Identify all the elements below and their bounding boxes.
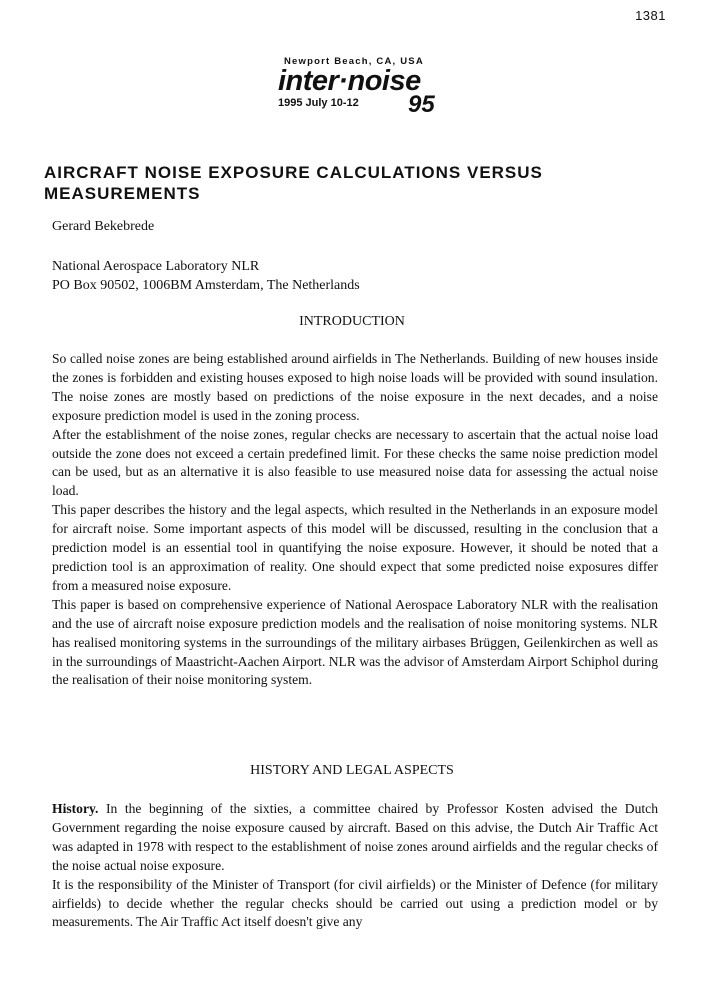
introduction-paragraph: This paper describes the history and the legal aspects, which resulted in the Netherlands in an exposure model for aircraft noise. Some important aspects of this model will be discussed, resulting in the conclusion that a prediction model is an essential tool in quantifying the noise exposure. However, it should be noted that a prediction tool is an approximation of reality. One should expect that some predicted noise exposures differ from a measured noise exposure. — [52, 502, 658, 593]
section-heading-introduction: INTRODUCTION — [299, 314, 405, 329]
affiliation-line-1: National Aerospace Laboratory NLR — [52, 259, 260, 274]
section-heading-history: HISTORY AND LEGAL ASPECTS — [250, 763, 454, 778]
history-run-in-heading: History. — [52, 801, 99, 816]
conference-dates: 1995 July 10-12 — [278, 97, 359, 109]
introduction-paragraph: After the establishment of the noise zones, regular checks are necessary to ascertain that the actual noise load outside the zone does not exceed a certain predefined limit. For these checks the same noise prediction model can be used, but as an alternative it is also feasible to use measured noise data for assessing the actual noise load. — [52, 426, 658, 499]
page-number: 1381 — [635, 8, 666, 23]
history-body — [52, 800, 658, 932]
conference-year: 95 — [408, 91, 435, 118]
affiliation-line-2: PO Box 90502, 1006BM Amsterdam, The Netherlands — [52, 278, 360, 293]
conference-date-row — [266, 91, 456, 118]
introduction-paragraph: This paper is based on comprehensive experience of National Aerospace Laboratory NLR with the realisation and the use of aircraft noise exposure prediction models and the realisation of noise monitoring systems. NLR has realised monitoring systems in the surroundings of the military airbases Brüggen, Geilenkirchen as well as in the surroundings of Maastricht-Aachen Airport. NLR was the advisor of Amsterdam Airport Schiphol during the realisation of their noise monitoring system. — [52, 596, 658, 688]
history-paragraph-text: In the beginning of the sixties, a committee chaired by Professor Kosten advised the Dutch Government regarding the noise exposure caused by aircraft. Based on this advise, the Dutch Air Traffic Act was adapted in 1978 with respect to the establishment of noise zones around airfields and the regular checks of the noise actual noise exposure. — [52, 801, 658, 873]
author-name: Gerard Bekebrede — [52, 219, 155, 234]
history-paragraph: It is the responsibility of the Minister of Transport (for civil airfields) or the Minister of Defence (for military airfields) to decide whether the regular checks should be carried out using a prediction model or by measurements. The Air Traffic Act itself doesn't give any — [52, 876, 658, 930]
conference-logo: inter·noise — [278, 65, 421, 97]
introduction-body — [52, 350, 658, 690]
conference-location: Newport Beach, CA, USA — [284, 56, 424, 67]
conference-header — [266, 56, 456, 117]
author-affiliation — [52, 257, 360, 295]
paper-title: AIRCRAFT NOISE EXPOSURE CALCULATIONS VERSUS MEASUREMENTS — [44, 163, 543, 203]
introduction-paragraph: So called noise zones are being established around airfields in The Netherlands. Building of new houses inside the zones is forbidden and existing houses exposed to high noise loads will be provided with sound insulation. The noise zones are mostly based on predictions of the noise exposure in the next decades, and a noise exposure prediction model is used in the zoning process. — [52, 351, 658, 423]
history-paragraph — [52, 800, 658, 876]
